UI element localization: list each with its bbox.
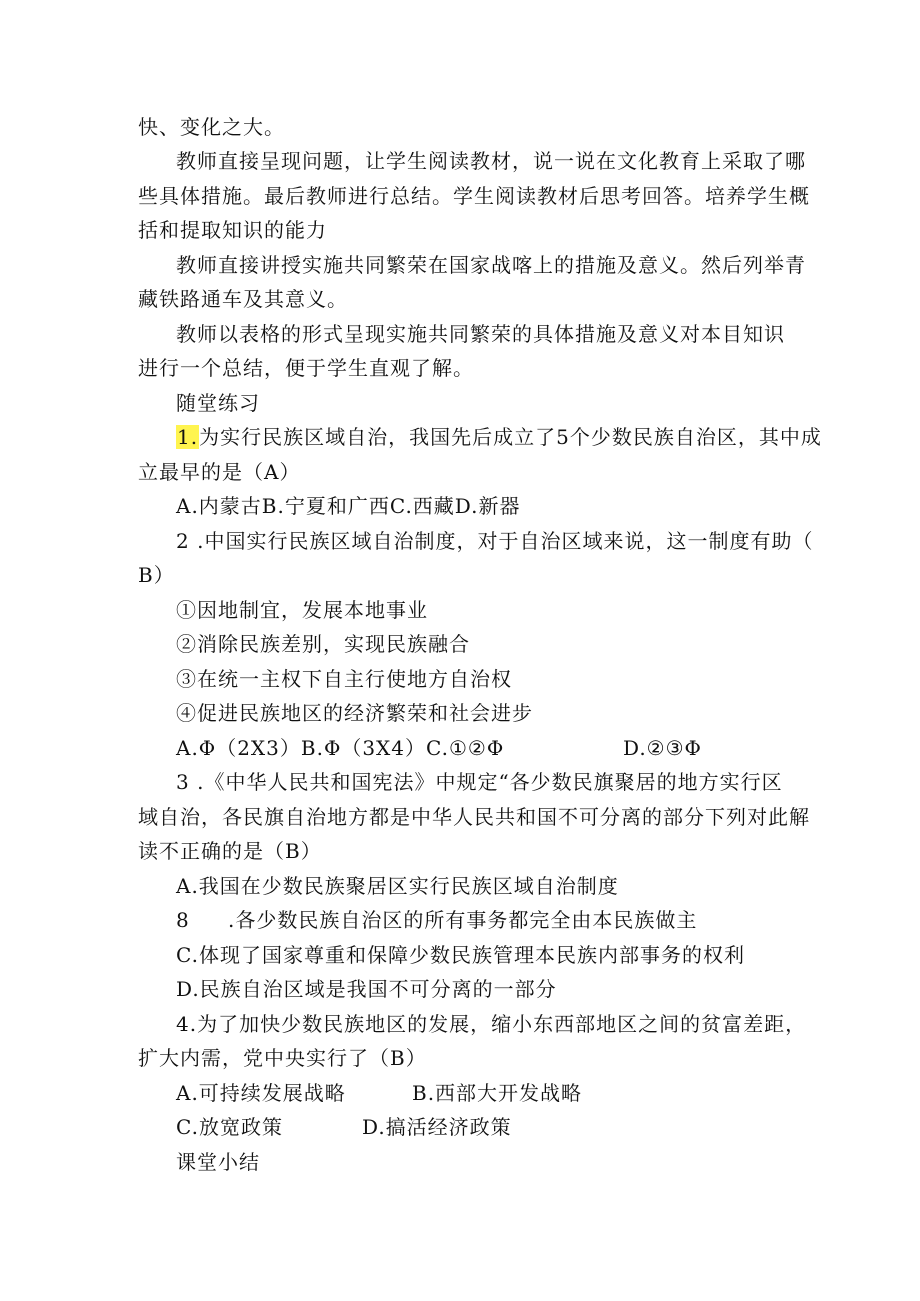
paragraph-line: 教师直接呈现问题，让学生阅读教材，说一说在文化教育上采取了哪	[176, 149, 806, 173]
question-2-item: ④促进民族地区的经济繁荣和社会进步	[176, 701, 533, 725]
question-4-options-row1	[176, 1076, 776, 1110]
question-4-option-d: D.搞活经济政策	[362, 1115, 512, 1139]
question-3-option-b-text: .各少数民族自治区的所有事务都完全由本民族做主	[228, 908, 698, 932]
question-3-option-b	[176, 903, 776, 937]
question-3-option-a: A.我国在少数民族聚居区实行民族区域自治制度	[176, 874, 619, 898]
question-3-option-c: C.体现了国家尊重和保障少数民族管理本民族内部事务的权利	[176, 943, 745, 967]
question-2-option-d: D.②③Φ	[623, 736, 702, 760]
question-2-item: ①因地制宜，发展本地事业	[176, 598, 428, 622]
question-2-line: 2 .中国实行民族区域自治制度，对于自治区域来说，这一制度有助（	[176, 529, 814, 553]
paragraph-line: 藏铁路通车及其意义。	[138, 287, 348, 311]
paragraph-line: 括和提取知识的能力	[138, 218, 327, 242]
question-2-options	[176, 731, 776, 765]
question-3-line: 3 .《中华人民共和国宪法》中规定“各少数民旗聚居的地方实行区	[176, 770, 783, 794]
question-2-line: B）	[138, 563, 175, 587]
question-4-option-b: B.西部大开发战略	[412, 1081, 583, 1105]
question-1-options: A.内蒙古B.宁夏和广西C.西藏D.新器	[176, 494, 521, 518]
question-1-line: 立最早的是（A）	[138, 460, 301, 484]
question-3-line: 读不正确的是（B）	[138, 839, 322, 863]
question-2-option-abc: A.Φ（2X3）B.Φ（3X4）C.①②Φ	[176, 736, 505, 760]
paragraph-line: 教师以表格的形式呈现实施共同繁荣的具体措施及意义对本目知识	[176, 322, 785, 346]
question-1-line	[176, 420, 822, 454]
question-1-text: 为实行民族区域自治，我国先后成立了5个少数民族自治区，其中成	[199, 425, 822, 449]
question-4-line: 扩大内需，党中央实行了（B）	[138, 1046, 427, 1070]
question-2-item: ③在统一主权下自主行使地方自治权	[176, 667, 512, 691]
question-1-number-highlight: 1.	[177, 425, 199, 449]
question-4-option-a: A.可持续发展战略	[176, 1081, 346, 1105]
question-3-option-d: D.民族自治区域是我国不可分离的一部分	[176, 977, 557, 1001]
question-2-item: ②消除民族差别，实现民族融合	[176, 632, 470, 656]
summary-heading: 课堂小结	[176, 1150, 260, 1174]
paragraph-line: 进行一个总结，便于学生直观了解。	[138, 356, 474, 380]
paragraph-line: 些具体措施。最后教师进行总结。学生阅读教材后思考回答。培养学生概	[138, 184, 810, 208]
paragraph-line: 教师直接讲授实施共同繁荣在国家战喀上的措施及意义。然后列举青	[176, 253, 806, 277]
paragraph-line: 快、变化之大。	[138, 115, 285, 139]
question-3-line: 域自治，各民旗自治地方都是中华人民共和国不可分离的部分下列对此解	[138, 805, 810, 829]
question-4-options-row2	[176, 1110, 776, 1144]
question-4-option-c: C.放宽政策	[176, 1115, 283, 1139]
exercise-heading: 随堂练习	[176, 391, 260, 415]
question-4-line: 4.为了加快少数民族地区的发展，缩小东西部地区之间的贫富差距，	[176, 1012, 807, 1036]
question-3-option-b-number: 8	[176, 908, 190, 932]
